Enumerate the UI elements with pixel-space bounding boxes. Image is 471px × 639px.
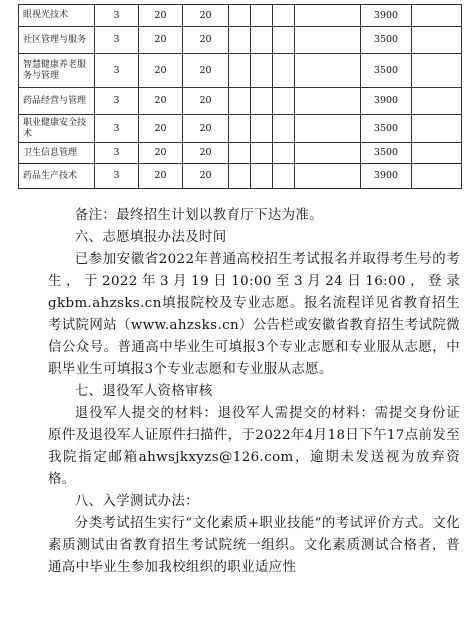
table-row	[19, 27, 462, 54]
table-row	[19, 143, 462, 164]
plan-cell: 20	[139, 54, 183, 88]
major-name-cell: 眼视光技术	[19, 5, 95, 27]
table-row	[19, 88, 462, 115]
table-row	[19, 5, 462, 27]
empty-cell	[412, 27, 462, 54]
plan-cell: 20	[183, 54, 229, 88]
empty-cell	[412, 164, 462, 189]
major-name-cell: 社区管理与服务	[19, 27, 95, 54]
document-body	[48, 205, 460, 579]
plan-cell: 20	[183, 5, 229, 27]
table-row	[19, 115, 462, 143]
empty-cell	[295, 115, 361, 143]
empty-cell	[295, 54, 361, 88]
empty-cell	[273, 88, 295, 115]
duration-cell: 3	[95, 54, 139, 88]
empty-cell	[229, 5, 251, 27]
table-row	[19, 164, 462, 189]
plan-cell: 20	[183, 115, 229, 143]
tuition-cell: 3500	[361, 54, 412, 88]
duration-cell: 3	[95, 5, 139, 27]
plan-cell: 20	[139, 143, 183, 164]
duration-cell: 3	[95, 115, 139, 143]
empty-cell	[229, 27, 251, 54]
duration-cell: 3	[95, 88, 139, 115]
plan-cell: 20	[139, 27, 183, 54]
plan-cell: 20	[183, 88, 229, 115]
plan-cell: 20	[183, 164, 229, 189]
duration-cell: 3	[95, 27, 139, 54]
empty-cell	[273, 5, 295, 27]
major-name-cell: 职业健康安全技术	[19, 115, 95, 143]
body-paragraph: 已参加安徽省2022年普通高校招生考试报名并取得考生号的考生，于2022年3月19日10:00至3月24日16:00，登录gkbm.ahzsks.cn填报院校及专业志愿。报名流程详见省教育招生考试院网站（www.ahzsks.cn）公告栏或安徽省教育招生考试院微信公众号。普通高中毕业生可填报3个专业志愿和专业服从志愿，中职毕业生可填报3个专业志愿和专业服从志愿。	[48, 252, 460, 377]
major-name-cell: 药品生产技术	[19, 164, 95, 189]
plan-cell: 20	[139, 115, 183, 143]
empty-cell	[229, 88, 251, 115]
plan-cell: 20	[183, 27, 229, 54]
empty-cell	[251, 88, 273, 115]
empty-cell	[251, 27, 273, 54]
section-heading: 六、志愿填报办法及时间	[74, 230, 227, 245]
plan-cell: 20	[139, 5, 183, 27]
tuition-cell: 3900	[361, 164, 412, 189]
empty-cell	[251, 164, 273, 189]
empty-cell	[273, 143, 295, 164]
body-paragraph: 退役军人提交的材料：退役军人需提交的材料：需提交身份证原件及退役军人证原件扫描件，于2022年4月18日下午17点前发至我院指定邮箱ahwsjkxyzs@126.com，逾期未发送视为放弃资格。	[48, 406, 460, 487]
empty-cell	[229, 143, 251, 164]
table-row	[19, 54, 462, 88]
empty-cell	[412, 143, 462, 164]
major-name-cell: 卫生信息管理	[19, 143, 95, 164]
tuition-cell: 3900	[361, 5, 412, 27]
body-paragraph: 分类考试招生实行“文化素质+职业技能”的考试评价方式。文化素质测试由省教育招生考试院统一组织。文化素质测试合格者，普通高中毕业生参加我校组织的职业适应性	[48, 516, 460, 575]
empty-cell	[412, 5, 462, 27]
section-heading: 七、退役军人资格审核	[74, 384, 213, 399]
empty-cell	[295, 88, 361, 115]
plan-cell: 20	[139, 164, 183, 189]
tuition-cell: 3900	[361, 88, 412, 115]
empty-cell	[412, 115, 462, 143]
empty-cell	[273, 54, 295, 88]
empty-cell	[229, 164, 251, 189]
empty-cell	[251, 54, 273, 88]
empty-cell	[251, 5, 273, 27]
empty-cell	[412, 88, 462, 115]
duration-cell: 3	[95, 143, 139, 164]
empty-cell	[273, 27, 295, 54]
major-plan-table	[18, 4, 462, 189]
major-name-cell: 智慧健康养老服务与管理	[19, 54, 95, 88]
empty-cell	[295, 27, 361, 54]
tuition-cell: 3500	[361, 143, 412, 164]
empty-cell	[251, 143, 273, 164]
plan-cell: 20	[183, 143, 229, 164]
empty-cell	[295, 143, 361, 164]
note-paragraph: 备注：最终招生计划以教育厅下达为准。	[74, 208, 324, 223]
major-name-cell: 药品经营与管理	[19, 88, 95, 115]
empty-cell	[229, 115, 251, 143]
empty-cell	[229, 54, 251, 88]
plan-cell: 20	[139, 88, 183, 115]
empty-cell	[412, 54, 462, 88]
empty-cell	[273, 115, 295, 143]
tuition-cell: 3500	[361, 27, 412, 54]
empty-cell	[295, 164, 361, 189]
empty-cell	[295, 5, 361, 27]
section-heading: 八、入学测试办法：	[74, 494, 199, 509]
tuition-cell: 3500	[361, 115, 412, 143]
empty-cell	[251, 115, 273, 143]
duration-cell: 3	[95, 164, 139, 189]
empty-cell	[273, 164, 295, 189]
